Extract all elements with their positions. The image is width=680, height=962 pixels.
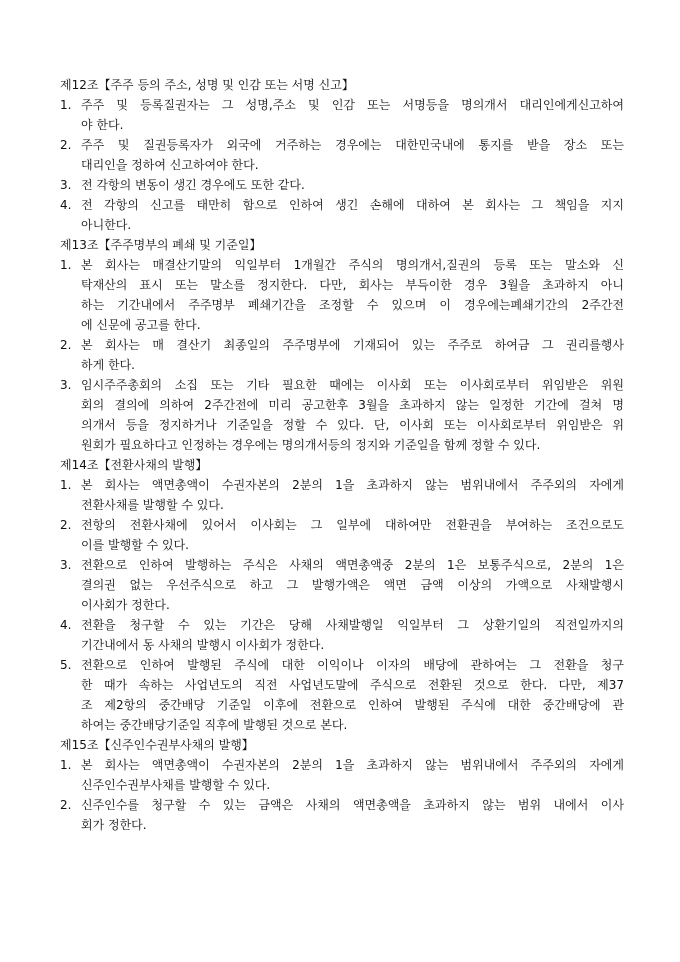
- item-text-line: 전환으로 인하여 발행하는 주식은 사채의 액면총액중 2분의 1은 보통주식으로, 2분의 1은: [81, 558, 624, 572]
- article-item: [60, 135, 624, 175]
- item-number: 1.: [60, 478, 72, 492]
- item-number: 1.: [60, 258, 72, 272]
- item-text-line: 하게 한다.: [81, 358, 135, 372]
- item-text-line: 이를 발행할 수 있다.: [81, 538, 189, 552]
- article-item-list: [60, 95, 624, 235]
- article-item: [60, 555, 624, 615]
- article-heading: 제12조【주주 등의 주소, 성명 및 인감 또는 서명 신고】: [60, 78, 354, 92]
- item-text-line: 의개서 등을 정지하거나 기준일을 정할 수 있다. 단, 이사회 또는 이사회로부터 위임받은 위: [81, 418, 624, 432]
- article-section: [60, 735, 624, 835]
- article-item-list: [60, 475, 624, 735]
- article-item: [60, 655, 624, 735]
- article-item: [60, 175, 624, 195]
- item-text-line: 전 각항의 신고를 태만히 함으로 인하여 생긴 손해에 대하여 본 회사는 그 책임을 지지: [81, 198, 624, 212]
- item-text-line: 원회가 필요하다고 인정하는 경우에는 명의개서등의 정지와 기준일을 함께 정할 수 있다.: [81, 438, 541, 452]
- article-section: [60, 235, 624, 455]
- item-text-line: 회의 결의에 의하여 2주간전에 미리 공고한후 3월을 초과하지 않는 일정한 기간에 걸쳐 명: [81, 398, 624, 412]
- item-text-line: 본 회사는 액면총액이 수권자본의 2분의 1을 초과하지 않는 범위내에서 주주외의 자에게: [81, 478, 624, 492]
- item-number: 2.: [60, 138, 72, 152]
- item-text-line: 전환을 청구할 수 있는 기간은 당해 사채발행일 익일부터 그 상환기일의 직전일까지의: [81, 618, 624, 632]
- item-text-line: 탁재산의 표시 또는 말소를 정지한다. 다만, 회사는 부득이한 경우 3월을 초과하지 아니: [81, 278, 624, 292]
- item-text-line: 이사회가 정한다.: [81, 598, 170, 612]
- article-item: [60, 515, 624, 555]
- item-text-line: 아니한다.: [81, 218, 132, 232]
- item-number: 3.: [60, 558, 72, 572]
- item-number: 1.: [60, 758, 72, 772]
- item-text-line: 신주인수권부사채를 발행할 수 있다.: [81, 778, 271, 792]
- item-number: 3.: [60, 178, 72, 192]
- item-text-line: 회가 정한다.: [81, 818, 147, 832]
- item-number: 4.: [60, 618, 72, 632]
- article-item: [60, 755, 624, 795]
- article-item: [60, 255, 624, 335]
- item-number: 2.: [60, 798, 72, 812]
- article-item: [60, 475, 624, 515]
- article-item-list: [60, 255, 624, 455]
- item-text-line: 조 제2항의 중간배당 기준일 이후에 전환으로 인하여 발행된 주식에 대한 중간배당에 관: [81, 698, 624, 712]
- article-item-list: [60, 755, 624, 835]
- article-heading: 제13조【주주명부의 폐쇄 및 기준일】: [60, 238, 262, 252]
- item-text-line: 전환사채를 발행할 수 있다.: [81, 498, 224, 512]
- article-item: [60, 375, 624, 455]
- item-text-line: 전 각항의 변동이 생긴 경우에도 또한 같다.: [81, 178, 305, 192]
- item-number: 2.: [60, 518, 72, 532]
- item-text-line: 에 신문에 공고를 한다.: [81, 318, 201, 332]
- article-item: [60, 795, 624, 835]
- item-text-line: 주주 및 질권등록자가 외국에 거주하는 경우에는 대한민국내에 통지를 받을 장소 또는: [81, 138, 624, 152]
- item-text-line: 야 한다.: [81, 118, 124, 132]
- item-text-line: 주주 및 등록질권자는 그 성명,주소 및 인감 또는 서명등을 명의개서 대리인에게신고하여: [81, 98, 624, 112]
- article-item: [60, 95, 624, 135]
- item-text-line: 본 회사는 매결산기말의 익일부터 1개월간 주식의 명의개서,질권의 등록 또는 말소와 신: [81, 258, 624, 272]
- item-text-line: 임시주주총회의 소집 또는 기타 필요한 때에는 이사회 또는 이사회로부터 위임받은 위원: [81, 378, 624, 392]
- item-text-line: 한 때가 속하는 사업년도의 직전 사업년도말에 주식으로 전환된 것으로 한다. 다만, 제37: [81, 678, 624, 692]
- item-number: 3.: [60, 378, 72, 392]
- article-item: [60, 615, 624, 655]
- item-text-line: 하여는 중간배당기준일 직후에 발행된 것으로 본다.: [81, 718, 348, 732]
- item-text-line: 전항의 전환사채에 있어서 이사회는 그 일부에 대하여만 전환권을 부여하는 조건으로도: [81, 518, 624, 532]
- item-text-line: 전환으로 인하여 발행된 주식에 대한 이익이나 이자의 배당에 관하여는 그 전환을 청구: [81, 658, 624, 672]
- article-item: [60, 195, 624, 235]
- item-text-line: 결의권 없는 우선주식으로 하고 그 발행가액은 액면 금액 이상의 가액으로 사채발행시: [81, 578, 624, 592]
- article-item: [60, 335, 624, 375]
- item-text-line: 하는 기간내에서 주주명부 폐쇄기간을 조정할 수 있으며 이 경우에는폐쇄기간의 2주간전: [81, 298, 624, 312]
- item-text-line: 신주인수를 청구할 수 있는 금액은 사채의 액면총액을 초과하지 않는 범위 내에서 이사: [81, 798, 624, 812]
- article-section: [60, 455, 624, 735]
- item-text-line: 기간내에서 동 사채의 발행시 이사회가 정한다.: [81, 638, 325, 652]
- item-number: 4.: [60, 198, 72, 212]
- item-number: 5.: [60, 658, 72, 672]
- item-text-line: 본 회사는 액면총액이 수권자본의 2분의 1을 초과하지 않는 범위내에서 주주외의 자에게: [81, 758, 624, 772]
- article-heading: 제14조【전환사채의 발행】: [60, 458, 208, 472]
- item-number: 1.: [60, 98, 72, 112]
- item-text-line: 본 회사는 매 결산기 최종일의 주주명부에 기재되어 있는 주주로 하여금 그 권리를행사: [81, 338, 624, 352]
- article-section: [60, 75, 624, 235]
- article-heading: 제15조【신주인수권부사채의 발행】: [60, 738, 254, 752]
- item-number: 2.: [60, 338, 72, 352]
- item-text-line: 대리인을 정하여 신고하여야 한다.: [81, 158, 259, 172]
